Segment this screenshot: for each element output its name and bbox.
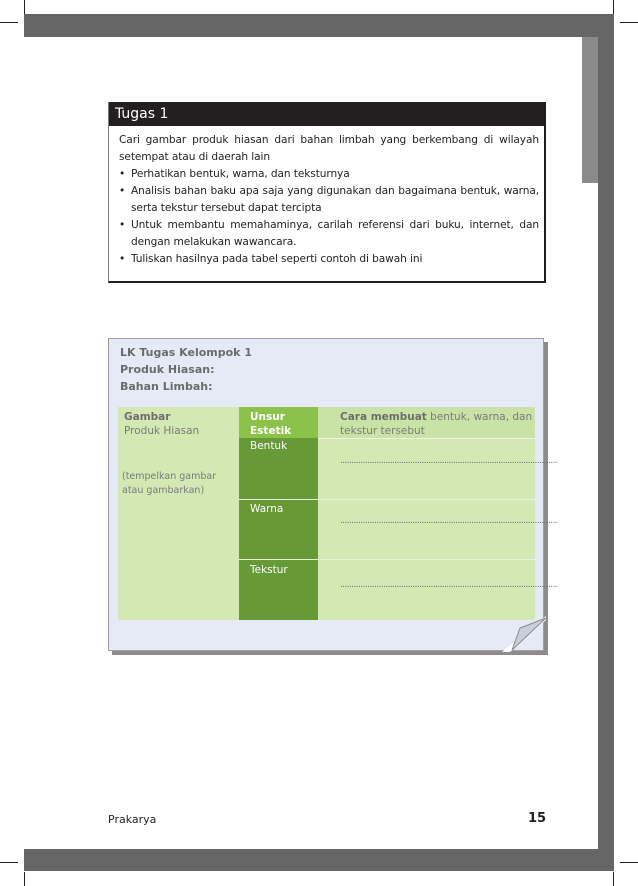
waste-label: Bahan Limbah: — [120, 380, 213, 393]
task-body — [119, 132, 539, 268]
row-label-color: Warna — [250, 503, 284, 515]
worksheet-title: LK Tugas Kelompok 1 — [120, 346, 252, 359]
task-intro: Cari gambar produk hiasan dari bahan limbah yang berkembang di wilayah setempat atau di daerah lain — [119, 134, 539, 163]
answer-line-color: ................................................................................................ — [340, 516, 558, 526]
table-divider — [239, 499, 535, 500]
footer-subject: Prakarya — [108, 813, 157, 826]
row-label-texture: Tekstur — [250, 564, 288, 576]
image-note-line1: (tempelkan gambar — [122, 471, 217, 482]
crop-mark — [620, 862, 638, 863]
page-curl-icon — [502, 616, 546, 652]
product-label: Produk Hiasan: — [120, 363, 215, 376]
page-number: 15 — [528, 811, 547, 826]
row-label-shape: Bentuk — [250, 440, 288, 452]
col-method-title — [340, 410, 532, 424]
crop-mark — [0, 22, 18, 23]
right-bar-accent — [582, 37, 598, 183]
crop-mark — [620, 22, 638, 23]
table-column-image — [118, 407, 239, 620]
table-divider — [318, 438, 535, 439]
col-image-title: Gambar — [124, 411, 171, 423]
col-method-title-line2: tekstur tersebut — [340, 425, 425, 437]
image-note-line2: atau gambarkan) — [122, 485, 205, 496]
list-item: • Perhatikan bentuk, warna, dan teksturnya — [119, 166, 539, 183]
task-box — [108, 102, 546, 283]
right-bar — [598, 37, 614, 849]
crop-mark — [24, 0, 25, 14]
worksheet-heading — [120, 344, 252, 395]
col-element-title-2: Estetik — [250, 425, 292, 437]
task-title: Tugas 1 — [109, 102, 545, 126]
col-image-subtitle: Produk Hiasan — [124, 425, 200, 437]
list-item: • Analisis bahan baku apa saja yang digunakan dan bagaimana bentuk, warna, serta tekstur tersebut dapat tercipta — [119, 183, 539, 217]
bottom-bar — [24, 849, 614, 871]
answer-line-texture: ................................................................................................ — [340, 580, 558, 590]
col-element-title-1: Unsur — [250, 411, 285, 423]
task-bullets — [119, 166, 539, 268]
list-item: • Untuk membantu memahaminya, carilah referensi dari buku, internet, dan dengan melakukan wawancara. — [119, 217, 539, 251]
top-bar — [24, 14, 614, 37]
crop-mark — [613, 0, 614, 14]
crop-mark — [24, 872, 25, 886]
col-method-title-rest: bentuk, warna, dan — [426, 411, 533, 423]
list-item: • Tuliskan hasilnya pada tabel seperti contoh di bawah ini — [119, 251, 539, 268]
col-method-title-bold: Cara membuat — [340, 411, 427, 423]
crop-mark — [0, 862, 18, 863]
answer-line-shape: ................................................................................................ — [340, 456, 558, 466]
crop-mark — [613, 872, 614, 886]
table-divider — [239, 559, 535, 560]
